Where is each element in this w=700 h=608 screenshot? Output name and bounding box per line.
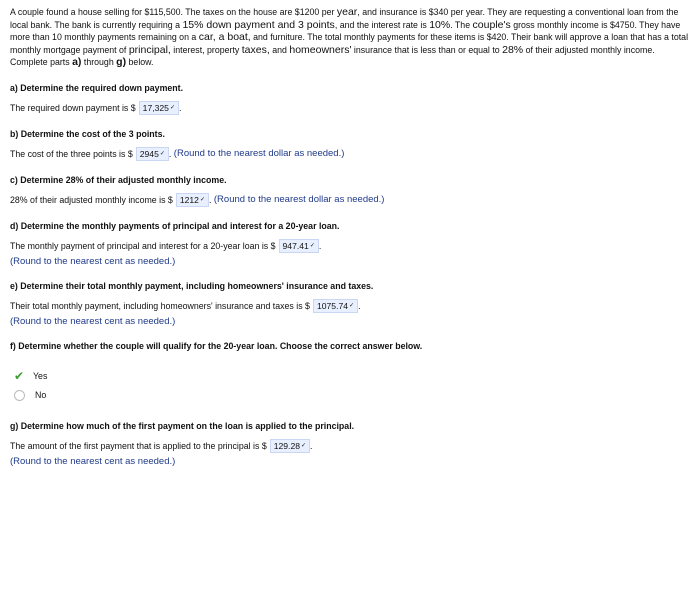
answer-d-value: 947.41	[282, 240, 309, 251]
answer-b-input[interactable]	[136, 147, 169, 161]
check-mark-icon: ✓	[309, 242, 315, 249]
intro-text-7: interest, property	[170, 44, 242, 55]
answer-c-value: 1212	[179, 194, 199, 205]
answer-c-input[interactable]	[176, 193, 209, 207]
answer-d: The monthly payment of principal and interest for a 20-year loan is $ 947.41✓ .	[10, 240, 322, 251]
answer-d-prefix: The monthly payment of principal and interest for a 20-year loan is $	[10, 240, 276, 251]
answer-g-hint: (Round to the nearest cent as needed.)	[10, 456, 176, 468]
intro-text-4: . The	[450, 19, 473, 30]
intro-text-couples: couple's	[472, 18, 511, 31]
answer-b: The cost of the three points is $ 2945✓ . (Round to the nearest dollar as needed.)	[10, 148, 345, 160]
intro-text-2: , and insurance is $340 per year. They are requesting a conventional loan from the local bank. The bank is currently requiring a	[10, 7, 679, 30]
check-mark-icon: ✓	[199, 196, 205, 203]
question-a: a) Determine the required down payment.	[10, 82, 184, 93]
answer-a: The required down payment is $ 17,325✓ .	[10, 102, 182, 113]
question-d: d) Determine the monthly payments of principal and interest for a 20-year loan.	[10, 220, 340, 231]
radio-button[interactable]	[14, 390, 25, 401]
option-yes-label: Yes	[33, 371, 48, 382]
answer-e-input[interactable]	[313, 299, 358, 313]
intro-text-homeowners: homeowners'	[289, 43, 352, 56]
check-mark-icon: ✓	[159, 150, 165, 157]
answer-b-prefix: The cost of the three points is $	[10, 148, 133, 159]
answer-e-value: 1075.74	[316, 300, 349, 311]
intro-text-1: A couple found a house selling for $115,500. The taxes on the house are $1200 per	[10, 7, 337, 17]
option-yes[interactable]	[10, 367, 690, 386]
intro-text-car: car, a boat,	[198, 31, 251, 44]
intro-text-10: of their adjusted monthly income. Complete parts	[10, 44, 655, 68]
answer-e-prefix: Their total monthly payment, including homeowners' insurance and taxes is $	[10, 300, 310, 311]
intro-text-5: gross monthly income is $4750. They have more than 10 monthly payments remaining on a	[10, 19, 681, 43]
intro-text-12: below.	[126, 57, 154, 68]
answer-e-hint: (Round to the nearest cent as needed.)	[10, 316, 176, 328]
answer-g: The amount of the first payment that is applied to the principal is $ 129.28✓ .	[10, 440, 313, 451]
question-e: e) Determine their total monthly payment, including homeowners' insurance and taxes.	[10, 280, 374, 291]
intro-text-g: g)	[116, 56, 127, 69]
option-no-label: No	[35, 390, 47, 401]
question-c: c) Determine 28% of their adjusted monthly income.	[10, 174, 227, 185]
answer-c: 28% of their adjusted monthly income is $ 1212✓ . (Round to the nearest dollar as needed.)	[10, 194, 385, 206]
intro-text-year: year	[336, 6, 358, 18]
intro-text-a: a)	[72, 56, 82, 69]
problem-statement	[10, 6, 690, 69]
option-no[interactable]	[10, 386, 690, 405]
question-b: b) Determine the cost of the 3 points.	[10, 128, 165, 139]
intro-text-28: 28%	[502, 43, 524, 56]
intro-text-principal: principal,	[128, 43, 171, 56]
answer-g-value: 129.28	[273, 440, 301, 451]
check-mark-icon: ✓	[301, 442, 307, 449]
answer-d-input[interactable]	[279, 239, 319, 253]
intro-text-11: through	[81, 57, 117, 68]
intro-text-down: 15% down payment and 3 points	[182, 18, 335, 31]
check-mark-icon: ✔	[14, 369, 25, 384]
answer-c-prefix: 28% of their adjusted monthly income is $	[10, 194, 173, 205]
answer-g-prefix: The amount of the first payment that is applied to the principal is $	[10, 440, 267, 451]
question-f: f) Determine whether the couple will qualify for the 20-year loan. Choose the correct answer below.	[10, 340, 423, 351]
intro-text-3: , and the interest rate is	[334, 19, 430, 30]
answer-c-hint: (Round to the nearest dollar as needed.)	[213, 194, 385, 206]
intro-text-6: and furniture. The total monthly payments for these items is $420. Their bank will approve a loan that has a total monthly mortgage payment of	[10, 32, 689, 55]
intro-text-9: insurance that is less than or equal to	[351, 44, 503, 55]
intro-text-rate: 10%	[429, 18, 451, 31]
answer-a-prefix: The required down payment is $	[10, 102, 136, 113]
question-g: g) Determine how much of the first payment on the loan is applied to the principal.	[10, 420, 355, 431]
answer-b-value: 2945	[139, 148, 159, 159]
answer-a-input[interactable]	[139, 101, 179, 115]
check-mark-icon: ✓	[349, 302, 355, 309]
check-mark-icon: ✓	[169, 104, 175, 111]
answer-e: Their total monthly payment, including homeowners' insurance and taxes is $ 1075.74✓ .	[10, 300, 361, 311]
answer-d-hint: (Round to the nearest cent as needed.)	[10, 256, 176, 268]
answer-g-input[interactable]	[270, 439, 310, 453]
intro-text-taxes: taxes,	[241, 43, 270, 56]
answer-a-value: 17,325	[142, 102, 169, 113]
answer-b-hint: (Round to the nearest dollar as needed.)	[173, 148, 345, 160]
intro-text-8: and	[269, 44, 290, 55]
